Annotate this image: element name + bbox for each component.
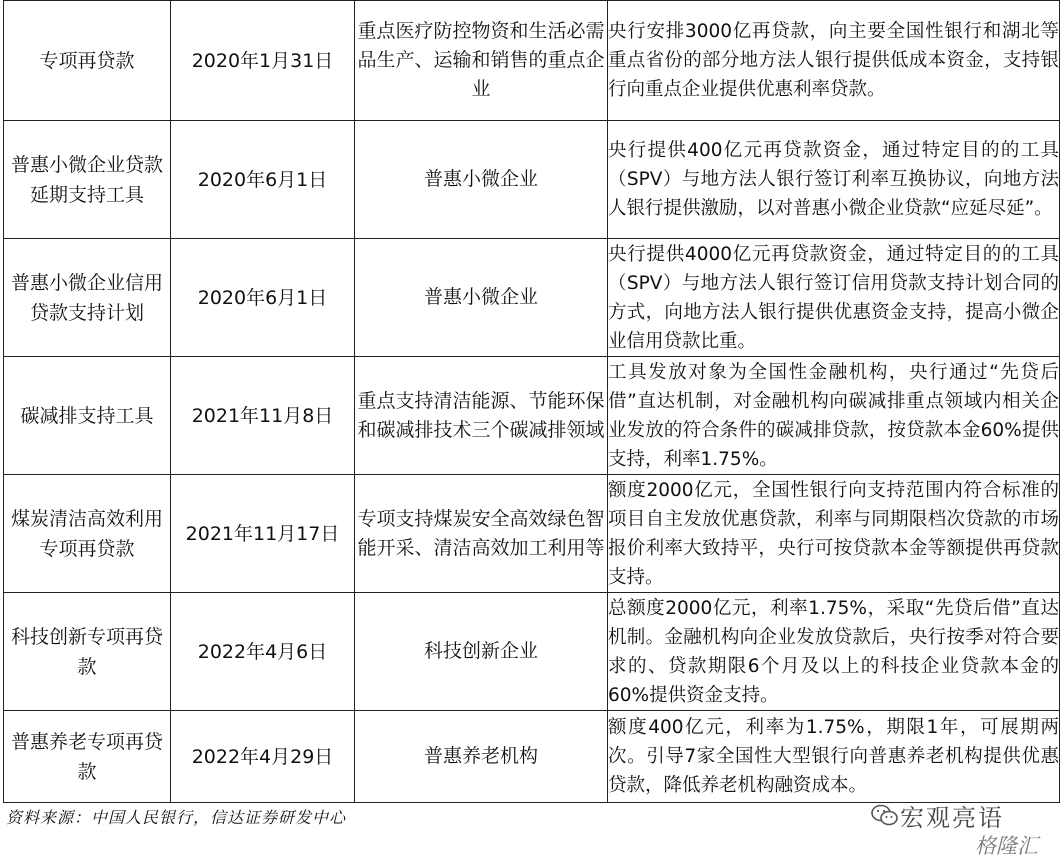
tool-name-cell: 普惠小微企业贷款延期支持工具 [4, 121, 171, 239]
watermark-sub: 格隆汇 [975, 834, 1038, 858]
watermark-brand: 宏观亮语 [900, 804, 1004, 832]
tool-name-cell: 科技创新专项再贷款 [4, 593, 171, 711]
table-row [4, 593, 1060, 711]
support-target-cell: 普惠小微企业 [355, 121, 608, 239]
launch-date-cell: 2020年6月1日 [171, 239, 355, 357]
tool-name-cell: 煤炭清洁高效利用专项再贷款 [4, 475, 171, 593]
launch-date-cell: 2020年6月1日 [171, 121, 355, 239]
launch-date-cell: 2020年1月31日 [171, 1, 355, 121]
support-target-cell: 科技创新企业 [355, 593, 608, 711]
launch-date-cell: 2022年4月29日 [171, 711, 355, 803]
tool-name-cell: 专项再贷款 [4, 1, 171, 121]
support-target-cell: 普惠小微企业 [355, 239, 608, 357]
tool-name-cell: 普惠养老专项再贷款 [4, 711, 171, 803]
description-cell: 额度2000亿元，全国性银行向支持范围内符合标准的项目自主发放优惠贷款，利率与同期限档次贷款的市场报价利率大致持平，央行可按贷款本金等额提供再贷款支持。 [608, 475, 1060, 593]
table-row [4, 239, 1060, 357]
support-target-cell: 重点支持清洁能源、节能环保和碳减排技术三个碳减排领域 [355, 357, 608, 475]
policy-tools-table [3, 0, 1060, 803]
tool-name-cell: 普惠小微企业信用贷款支持计划 [4, 239, 171, 357]
description-cell: 央行提供400亿元再贷款资金，通过特定目的的工具（SPV）与地方法人银行签订利率互换协议，向地方法人银行提供激励，以对普惠小微企业贷款“应延尽延”。 [608, 121, 1060, 239]
table-row [4, 121, 1060, 239]
support-target-cell: 专项支持煤炭安全高效绿色智能开采、清洁高效加工利用等 [355, 475, 608, 593]
support-target-cell: 重点医疗防控物资和生活必需品生产、运输和销售的重点企业 [355, 1, 608, 121]
support-target-cell: 普惠养老机构 [355, 711, 608, 803]
description-cell: 额度400亿元，利率为1.75%，期限1年，可展期两次。引导7家全国性大型银行向普惠养老机构提供优惠贷款，降低养老机构融资成本。 [608, 711, 1060, 803]
table-row [4, 357, 1060, 475]
wechat-logo-icon [870, 803, 900, 827]
launch-date-cell: 2022年4月6日 [171, 593, 355, 711]
tool-name-cell: 碳减排支持工具 [4, 357, 171, 475]
description-cell: 总额度2000亿元，利率1.75%，采取“先贷后借”直达机制。金融机构向企业发放贷款后，央行按季对符合要求的、贷款期限6个月及以上的科技企业贷款本金的60%提供资金支持。 [608, 593, 1060, 711]
description-cell: 工具发放对象为全国性金融机构，央行通过“先贷后借”直达机制，对金融机构向碳减排重点领域内相关企业发放的符合条件的碳减排贷款，按贷款本金60%提供支持，利率1.75%。 [608, 357, 1060, 475]
launch-date-cell: 2021年11月8日 [171, 357, 355, 475]
table-row [4, 1, 1060, 121]
table-row [4, 711, 1060, 803]
table-row [4, 475, 1060, 593]
source-note: 资料来源：中国人民银行，信达证券研发中心 [6, 808, 347, 827]
launch-date-cell: 2021年11月17日 [171, 475, 355, 593]
description-cell: 央行提供4000亿元再贷款资金，通过特定目的的工具（SPV）与地方法人银行签订信用贷款支持计划合同的方式，向地方法人银行提供优惠资金支持，提高小微企业信用贷款比重。 [608, 239, 1060, 357]
description-cell: 央行安排3000亿再贷款，向主要全国性银行和湖北等重点省份的部分地方法人银行提供低成本资金，支持银行向重点企业提供优惠利率贷款。 [608, 1, 1060, 121]
